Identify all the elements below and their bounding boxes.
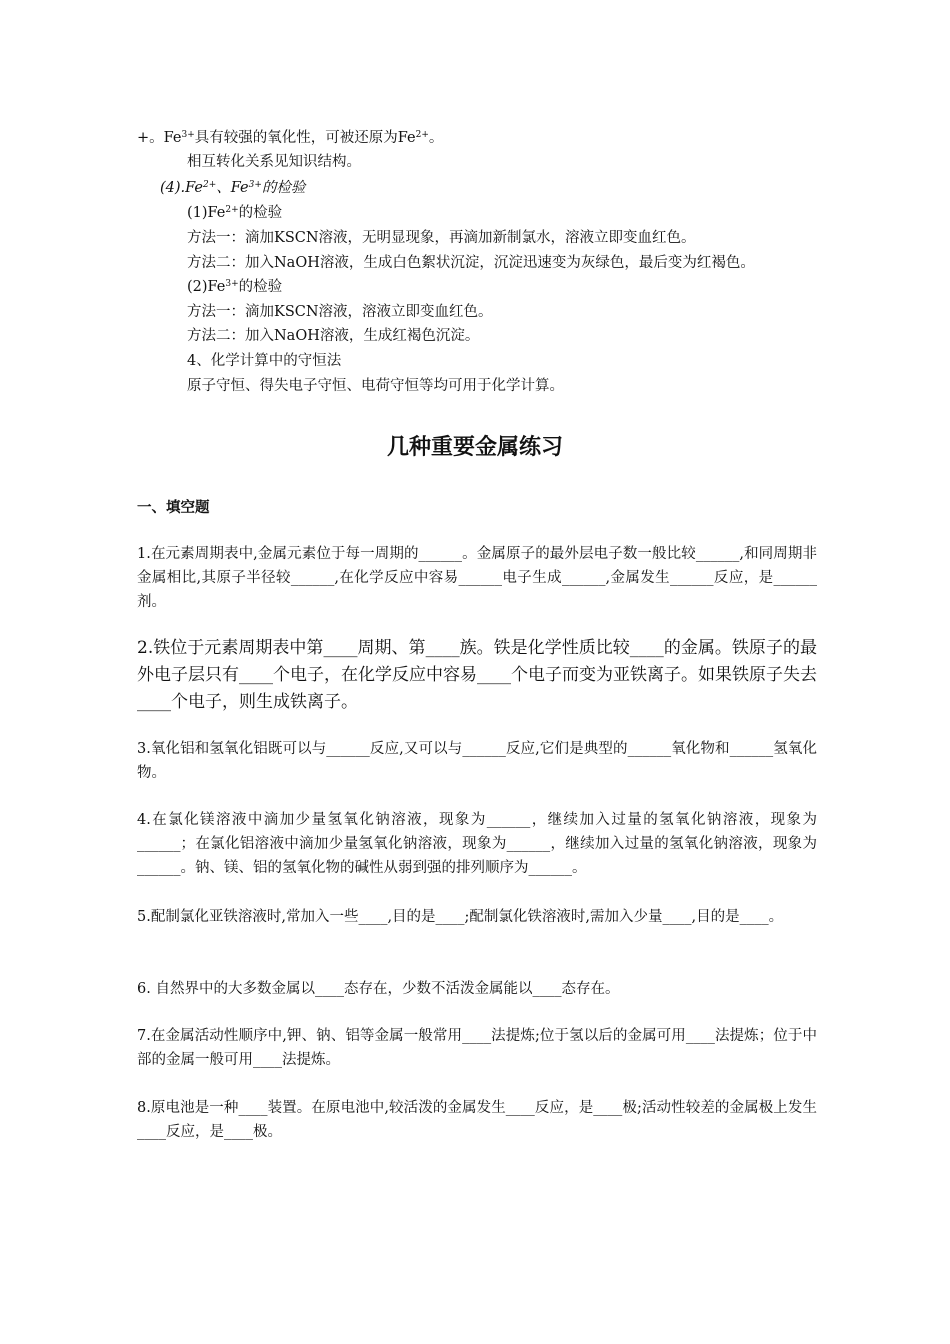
fe3-method-2: 方法二：加入NaOH溶液，生成红褐色沉淀。: [187, 328, 480, 344]
heading-iron-ion-test: $(4).Fe^{2+}$、$Fe^{3+}$的检验: [160, 180, 306, 196]
question-7: 7.在金属活动性顺序中,钾、钠、铝等金属一般常用____法提炼;位于氢以后的金属可用____法提炼；位于中部的金属一般可用____法提炼。: [137, 1028, 817, 1068]
fe3-method-1: 方法一：滴加KSCN溶液，溶液立即变血红色。: [187, 304, 493, 320]
question-4: 4.在氯化镁溶液中滴加少量氢氧化钠溶液，现象为______，继续加入过量的氢氧化钠溶液，现象为______；在氯化铝溶液中滴加少量氢氧化钠溶液，现象为______，继续加入过量的氢氧化钠溶液，现象为______。钠、镁、铝的氢氧化物的碱性从弱到强的排列顺序为______。: [137, 812, 817, 876]
fe2-method-1: 方法一：滴加KSCN溶液，无明显现象，再滴加新制氯水，溶液立即变血红色。: [187, 230, 696, 246]
intro-line-conversion: 相互转化关系见知识结构。: [187, 154, 361, 170]
section-fill-in-blank: 一、填空题: [137, 500, 210, 516]
conservation-method-text: 原子守恒、得失电子守恒、电荷守恒等均可用于化学计算。: [187, 378, 564, 394]
subheading-fe3-test: $(2)Fe^{3+}$的检验: [187, 279, 283, 295]
question-1: 1.在元素周期表中,金属元素位于每一周期的______。金属原子的最外层电子数一般比较______,和同周期非金属相比,其原子半径较______,在化学反应中容易______电子生成______,金属发生______反应，是______剂。: [137, 546, 817, 610]
question-2: 2.铁位于元素周期表中第____周期、第____族。铁是化学性质比较____的金属。铁原子的最外电子层只有____个电子，在化学反应中容易____个电子而变为亚铁离子。如果铁原子失去____个电子，则生成铁离子。: [137, 638, 817, 712]
exercise-title: 几种重要金属练习: [386, 435, 563, 460]
heading-conservation-method: 4、化学计算中的守恒法: [187, 353, 342, 369]
question-3: 3.氧化铝和氢氧化铝既可以与______反应,又可以与______反应,它们是典型的______氧化物和______氢氧化物。: [137, 741, 817, 781]
question-8: 8.原电池是一种____装置。在原电池中,较活泼的金属发生____反应，是____极;活动性较差的金属极上发生____反应，是____极。: [137, 1100, 817, 1140]
question-6: 6. 自然界中的大多数金属以____态存在，少数不活泼金属能以____态存在。: [137, 981, 620, 997]
question-5: 5.配制氯化亚铁溶液时,常加入一些____,目的是____;配制氯化铁溶液时,需加入少量____,目的是____。: [137, 909, 784, 925]
intro-line-fe3-oxidation: +。$Fe^{3+}$具有较强的氧化性，可被还原为$Fe^{2+}$。: [137, 130, 444, 146]
fe2-method-2: 方法二：加入NaOH溶液，生成白色絮状沉淀，沉淀迅速变为灰绿色，最后变为红褐色。: [187, 255, 755, 271]
subheading-fe2-test: $(1)Fe^{2+}$的检验: [187, 205, 283, 221]
